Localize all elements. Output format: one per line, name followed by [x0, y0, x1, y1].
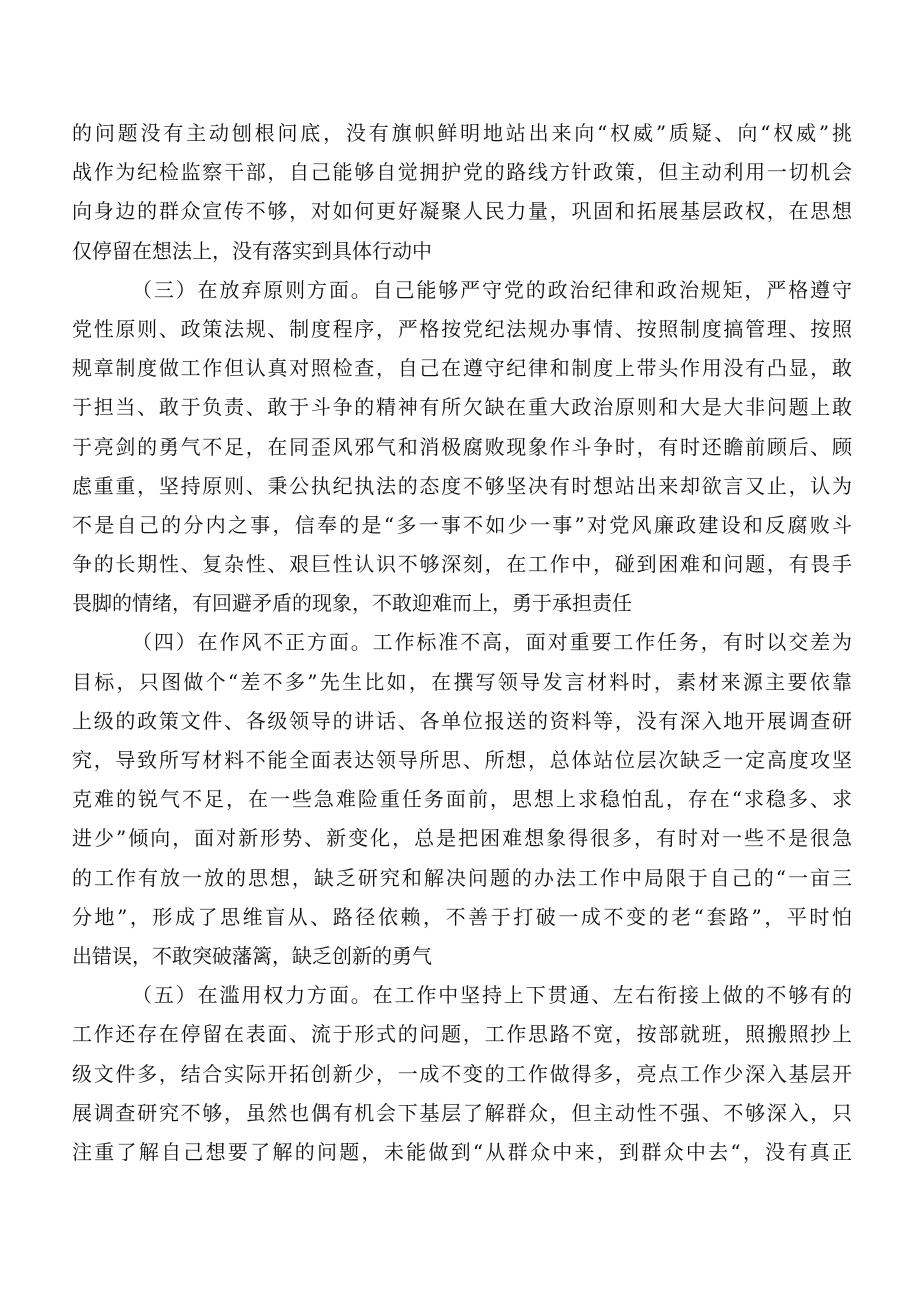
text-line: 进少”倾向，面对新形势、新变化，总是把困难想象得很多，有时对一些不是很急: [72, 826, 852, 851]
text-line: 工作还存在停留在表面、流于形式的问题，工作思路不宽，按部就班，照搬照抄上: [72, 1022, 852, 1047]
text-line: 畏脚的情绪，有回避矛盾的现象，不敢迎难而上，勇于承担责任: [72, 591, 632, 616]
paragraph-first-line: （五）在滥用权力方面。在工作中坚持上下贯通、左右衔接上做的不够有的: [132, 983, 852, 1008]
text-line: 注重了解自己想要了解的问题，未能做到“从群众中来，到群众中去“，没有真正: [72, 1139, 852, 1164]
text-line: 党性原则、政策法规、制度程序，严格按党纪法规办事情、按照制度搞管理、按照: [72, 316, 852, 341]
text-line: 目标，只图做个“差不多”先生比如，在撰写领导发言材料时，素材来源主要依靠: [72, 669, 852, 694]
text-line: 规章制度做工作但认真对照检查，自己在遵守纪律和制度上带头作用没有凸显，敢: [72, 356, 852, 381]
text-line: 的问题没有主动刨根问底，没有旗帜鲜明地站出来向“权威”质疑、向“权威”挑: [72, 121, 852, 145]
text-line: 究，导致所写材料不能全面表达领导所思、所想，总体站位层次缺乏一定高度攻坚: [72, 748, 852, 772]
text-line: 不是自己的分内之事，信奉的是“多一事不如少一事”对党风廉政建设和反腐败斗: [72, 512, 852, 537]
text-line: 展调查研究不够，虽然也偶有机会下基层了解群众，但主动性不强、不够深入，只: [72, 1100, 852, 1125]
text-line: 的工作有放一放的思想，缺乏研究和解决问题的办法工作中局限于自己的“一亩三: [72, 865, 852, 890]
text-line: 虑重重，坚持原则、秉公执纪执法的态度不够坚决有时想站出来却欲言又止，认为: [72, 473, 852, 498]
text-line: 克难的锐气不足，在一些急难险重任务面前，思想上求稳怕乱，存在“求稳多、求: [72, 787, 852, 812]
document-body: [72, 114, 852, 1172]
text-line: 于担当、敢于负责、敢于斗争的精神有所欠缺在重大政治原则和大是大非问题上敢: [72, 395, 852, 420]
text-line: 上级的政策文件、各级领导的讲话、各单位报送的资料等，没有深入地开展调查研: [72, 708, 852, 733]
paragraph-first-line: （三）在放弃原则方面。自己能够严守党的政治纪律和政治规矩，严格遵守: [132, 277, 852, 302]
text-line: 争的长期性、复杂性、艰巨性认识不够深刻，在工作中，碰到困难和问题，有畏手: [72, 552, 852, 577]
text-line: 级文件多，结合实际开拓创新少，一成不变的工作做得多，亮点工作少深入基层开: [72, 1061, 852, 1086]
text-line: 分地”，形成了思维盲从、路径依赖，不善于打破一成不变的老“套路”，平时怕: [72, 904, 852, 929]
text-line: 出错误，不敢突破藩篱，缺乏创新的勇气: [72, 943, 432, 968]
text-line: 向身边的群众宣传不够，对如何更好凝聚人民力量，巩固和拓展基层政权，在思想: [72, 199, 852, 224]
text-line: 于亮剑的勇气不足，在同歪风邪气和消极腐败现象作斗争时，有时还瞻前顾后、顾: [72, 434, 852, 459]
text-line: 仅停留在想法上，没有落实到具体行动中: [72, 238, 432, 263]
paragraph-first-line: （四）在作风不正方面。工作标准不高，面对重要工作任务，有时以交差为: [132, 630, 852, 655]
text-line: 战作为纪检监察干部，自己能够自觉拥护党的路线方针政策，但主动利用一切机会: [72, 160, 852, 185]
